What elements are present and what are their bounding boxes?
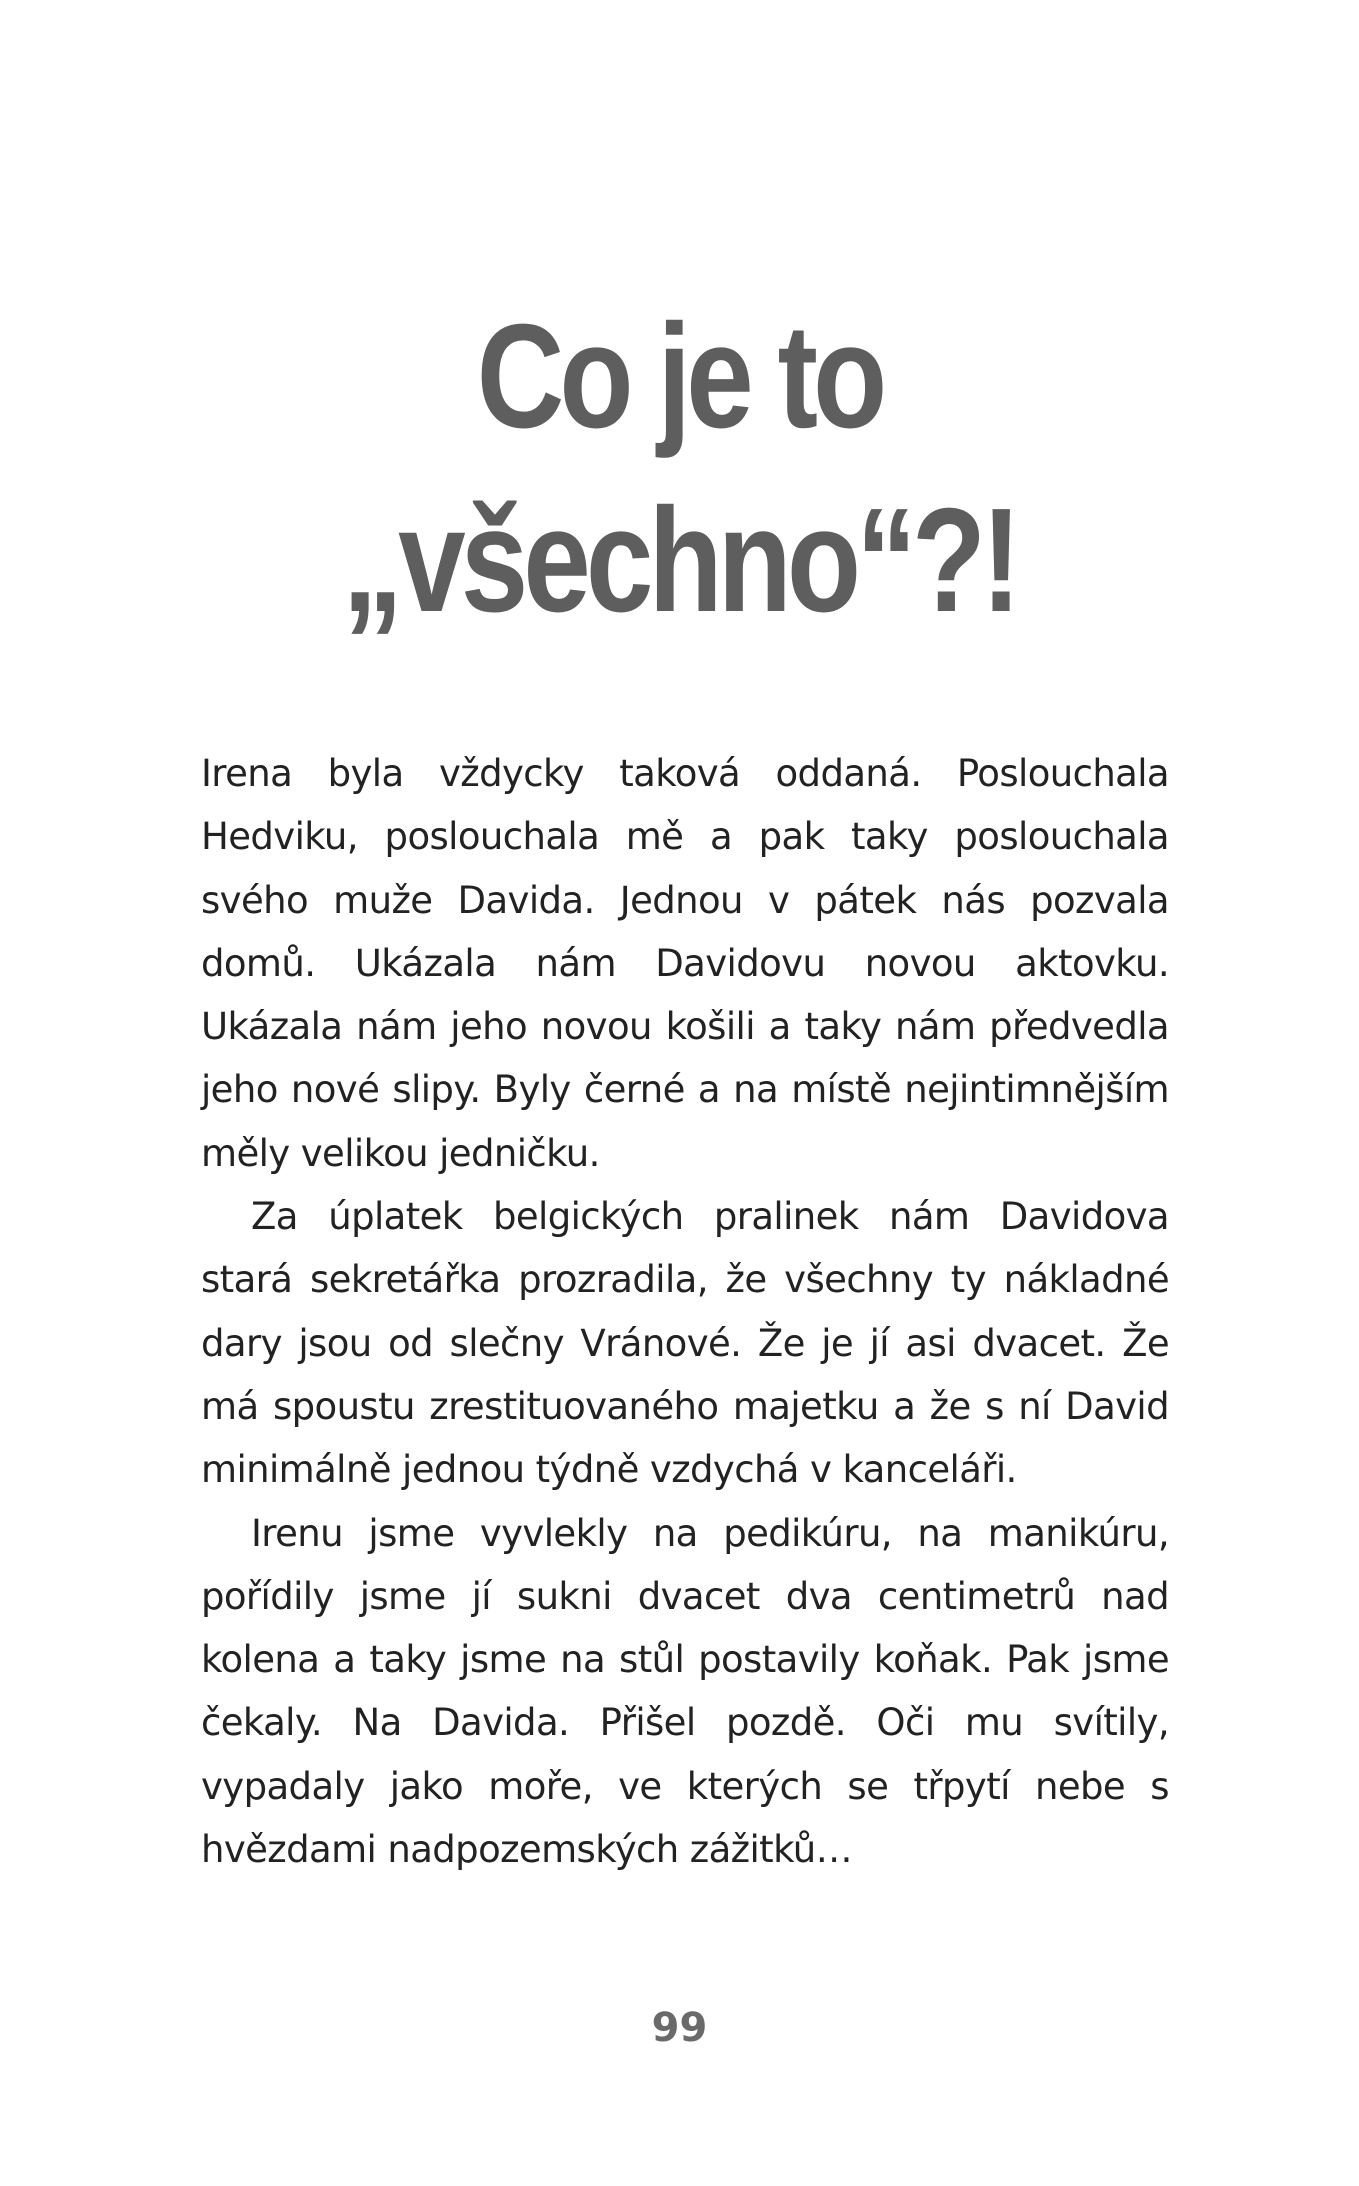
chapter-title-line-1: Co je to bbox=[476, 294, 883, 459]
page-number: 99 bbox=[651, 2005, 708, 2051]
chapter-title bbox=[122, 285, 1236, 653]
chapter-body bbox=[201, 742, 1169, 1881]
chapter-title-line-2: „všechno“?! bbox=[342, 478, 1017, 643]
paragraph-1: Irena byla vždycky taková oddaná. Poslouchala Hedviku, poslouchala mě a pak taky poslouchala svého muže Davida. Jednou v pátek nás pozvala domů. Ukázala nám Davidovu novou aktovku. Ukázala nám jeho novou košili a taky nám předvedla jeho nové slipy. Byly černé a na místě nejintimnějším měly velikou jedničku. bbox=[201, 752, 1169, 1175]
paragraph-2: Za úplatek belgických pralinek nám Davidova stará sekretářka prozradila, že všechny ty nákladné dary jsou od slečny Vránové. Že je jí asi dvacet. Že má spoustu zrestituovaného majetku a že s ní David minimálně jednou týdně vzdychá v kanceláři. bbox=[201, 1195, 1169, 1492]
paragraph-3: Irenu jsme vyvlekly na pedikúru, na manikúru, pořídily jsme jí sukni dvacet dva centimetrů nad kolena a taky jsme na stůl postavily koňak. Pak jsme čekaly. Na Davida. Přišel pozdě. Oči mu svítily, vypadaly jako moře, ve kterých se třpytí nebe s hvězdami nadpozemských zážitků… bbox=[201, 1511, 1169, 1872]
